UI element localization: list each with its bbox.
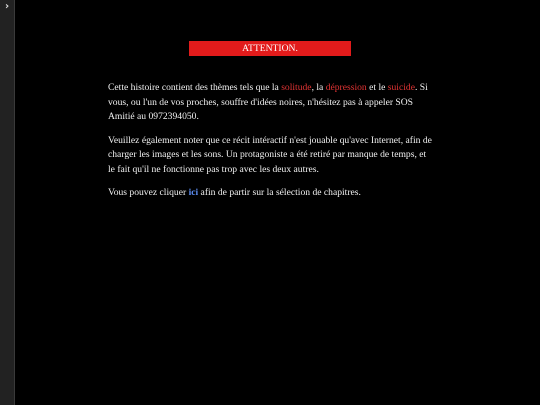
- text: Cette histoire contient des thèmes tels que la: [108, 82, 282, 93]
- highlight-suicide: suicide: [387, 82, 415, 93]
- story-passage: [108, 41, 433, 210]
- text: et le: [366, 82, 388, 93]
- attention-banner: ATTENTION.: [189, 41, 351, 56]
- chevron-right-icon[interactable]: ›: [4, 1, 10, 12]
- chapter-link-paragraph: [108, 186, 433, 201]
- sidebar: [0, 0, 15, 405]
- internet-note-paragraph: Veuillez également noter que ce récit intéractif n'est jouable qu'avec Internet, afin de charger les images et les sons. Un protagoniste a été retiré par manque de temps, et le fait qu'il ne fonctionne pas trop avec les deux autres.: [108, 134, 432, 175]
- highlight-depression: dépression: [325, 82, 367, 93]
- highlight-solitude: solitude: [281, 82, 312, 93]
- text: . Si vous, ou l'un de vos proches, souffre d'idées noires, n'hésitez pas à appeler SOS Amitié au 0972394050.: [108, 82, 428, 122]
- text: afin de partir sur la sélection de chapitres.: [198, 187, 361, 198]
- text: , la: [311, 82, 326, 93]
- chapter-selection-link[interactable]: ici: [188, 187, 199, 198]
- warning-paragraph: [108, 81, 433, 125]
- text: Vous pouvez cliquer: [108, 187, 189, 198]
